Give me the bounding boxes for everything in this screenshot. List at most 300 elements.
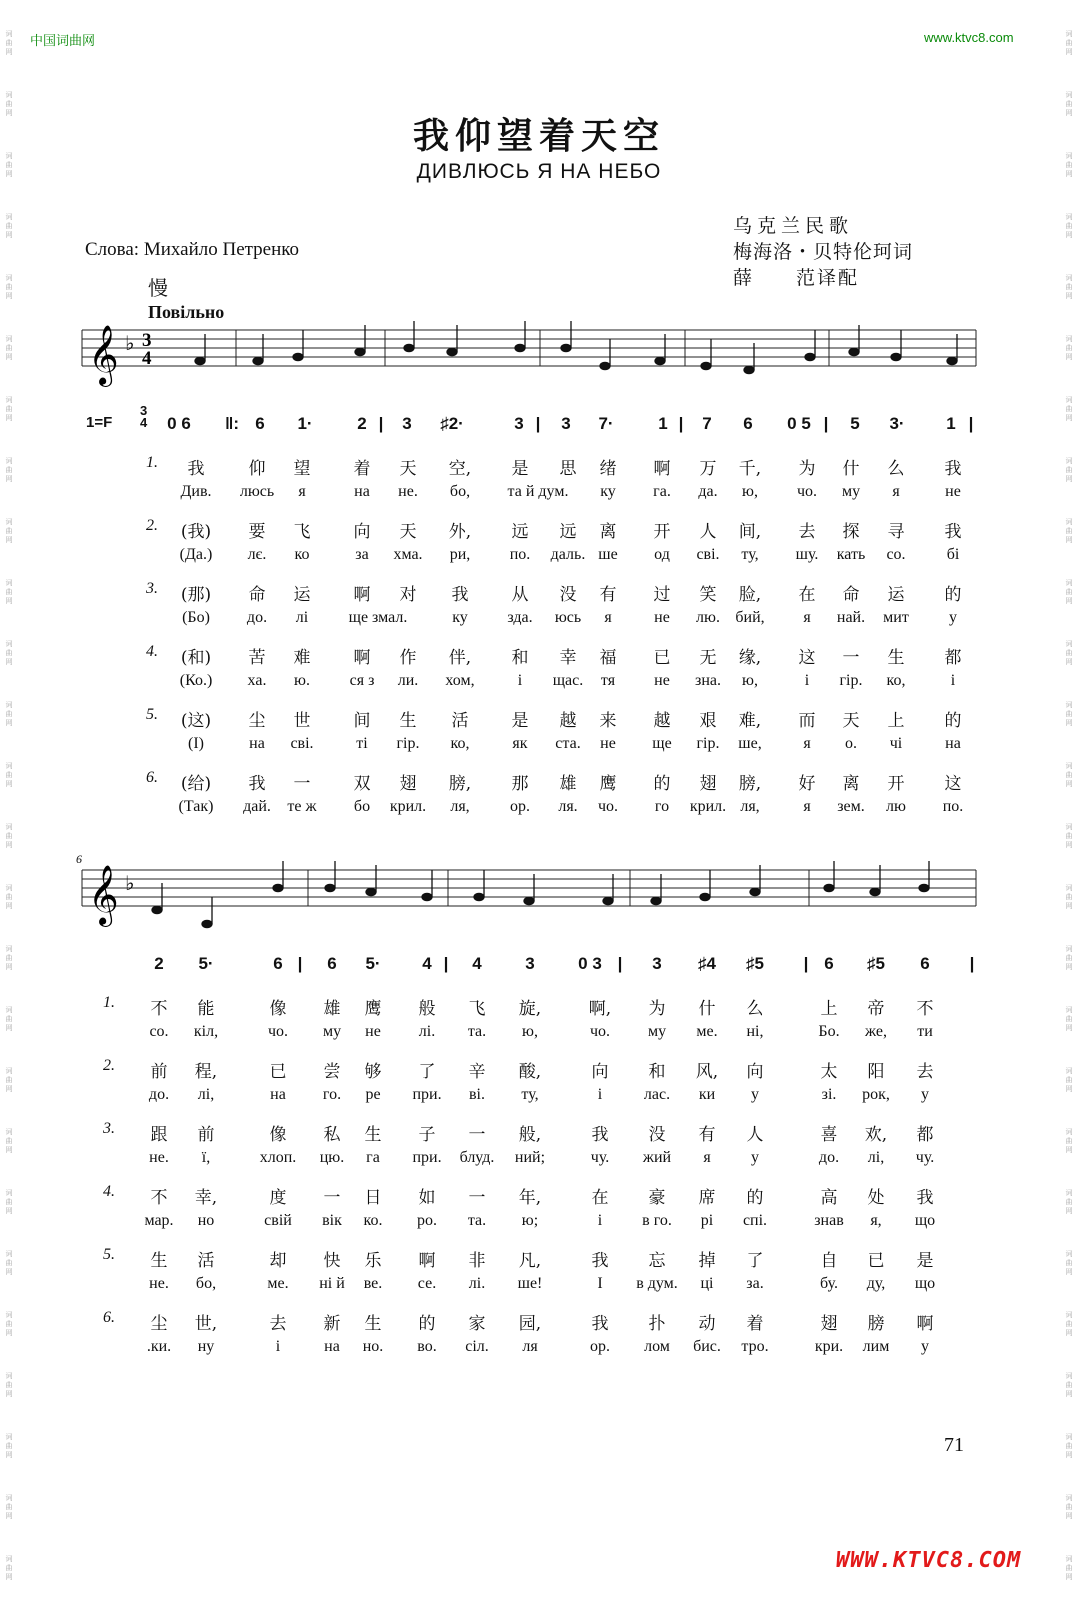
lyric-syllable: 我 [916,1188,934,1208]
note-number: 3 [514,414,524,433]
bar-line: | [378,414,384,433]
lyric-syllable: 尘 [150,1314,168,1334]
lyric-syllable: жий [642,1149,672,1166]
note-number: 5· [198,954,214,973]
lyric-syllable: сві. [696,546,720,563]
lyric-syllable: 天 [399,459,417,479]
lyric-syllable: 生 [364,1125,382,1145]
lyric-syllable: 向 [591,1062,609,1082]
lyric-syllable: 雄 [559,774,577,794]
lyric-syllable: і [804,672,810,689]
lyric-syllable: ко. [363,1212,383,1229]
lyric-syllable: 不 [150,1188,168,1208]
note-number: ♯4 [698,954,716,973]
side-watermark-text: 词 曲 网 [5,1495,13,1520]
lyric-syllable: о. [845,735,857,752]
staff-system-2 [0,860,1078,940]
side-watermark-text: 词 曲 网 [1065,641,1073,666]
lyric-syllable: (这) [180,711,212,731]
lyric-syllable: тя [600,672,616,689]
lyric-syllable: зі. [821,1086,837,1103]
lyric-syllable: 缘, [738,648,762,668]
lyric-syllable: 无 [699,648,717,668]
note-number: 0 3 [578,954,602,973]
lyric-syllable: 自 [820,1251,838,1271]
side-watermark-text: 词 曲 网 [5,885,13,910]
lyric-syllable: 翅 [699,774,717,794]
lyrics-line-chinese [0,706,1078,731]
lyrics-line-chinese [0,769,1078,794]
lyric-syllable: на [249,735,265,752]
lyric-syllable: од [654,546,670,563]
note-number: 3 [652,954,662,973]
lyric-syllable: шу. [795,546,819,563]
lyric-syllable: по. [942,798,964,815]
left-watermark-strip [2,30,16,1616]
lyric-syllable: кать [836,546,866,563]
lyric-syllable: 和 [511,648,529,668]
lyric-syllable: 越 [559,711,577,731]
verse-number: 1. [103,994,115,1011]
lyric-syllable: лю [886,798,906,815]
bar-line: | [969,954,975,973]
verse-number: 6. [103,1309,115,1326]
lyric-syllable: тро. [741,1338,769,1355]
lyric-syllable: 高 [820,1188,838,1208]
lyric-syllable: мит [883,609,909,626]
lyric-syllable: 福 [599,648,617,668]
lyric-syllable: не [654,609,670,626]
lyric-syllable: ся з [349,672,375,689]
lyric-syllable: го. [322,1086,342,1103]
lyrics-line-chinese [0,1246,1078,1271]
lyric-syllable: у [751,1086,759,1103]
lyric-syllable: (Ко.) [179,672,213,689]
lyric-syllable: лі [295,609,309,626]
lyric-syllable: най. [836,609,866,626]
lyric-syllable: 园, [518,1314,542,1334]
lyric-syllable: хлоп. [259,1149,297,1166]
note-number: 7 [702,414,712,433]
lyric-syllable: 啊 [353,648,371,668]
lyric-syllable: бо, [195,1275,217,1292]
lyric-syllable: не. [149,1275,169,1292]
side-watermark-text: 词 曲 网 [5,580,13,605]
note-number: 3 [525,954,535,973]
lyric-syllable: 人 [746,1125,764,1145]
lyric-syllable: ці [700,1275,714,1292]
side-watermark-text: 词 曲 网 [5,1312,13,1337]
lyric-syllable: 艰 [699,711,717,731]
lyric-syllable: знав [814,1212,844,1229]
lyric-syllable: 天 [399,522,417,542]
lyric-syllable: се. [417,1275,437,1292]
lyric-syllable: бі [946,546,960,563]
lyric-syllable: (和) [180,648,212,668]
lyric-syllable: лас. [643,1086,671,1103]
lyric-syllable: ю, [522,1023,538,1040]
bar-line: | [297,954,303,973]
lyric-syllable: (І) [188,735,204,752]
lyric-syllable: мар. [144,1212,174,1229]
side-watermark-text: 词 曲 网 [1065,763,1073,788]
site-url-right[interactable]: www.ktvc8.com [924,30,1014,45]
lyric-syllable: 膀 [867,1314,885,1334]
lyric-syllable: 鹰 [599,774,617,794]
numbered-notation-line-1 [0,414,1078,438]
lyric-syllable: 不 [150,999,168,1019]
note-number: 1 [946,414,956,433]
note-number: 6 [743,414,753,433]
lyric-syllable: (Так) [178,798,214,815]
lyric-syllable: я [803,609,811,626]
lyric-syllable: 啊, [588,999,612,1019]
lyric-syllable: не [654,672,670,689]
lyric-syllable: в дум. [636,1275,678,1292]
side-watermark-text: 词 曲 网 [5,31,13,56]
lyric-syllable: 生 [150,1251,168,1271]
lyrics-line-ukrainian [0,1275,1078,1297]
lyric-syllable: як [512,735,528,752]
lyric-syllable: 够 [364,1062,382,1082]
lyric-syllable: на [945,735,961,752]
lyric-syllable: блуд. [459,1149,495,1166]
lyric-syllable: 家 [468,1314,486,1334]
lyric-syllable: 啊 [916,1314,934,1334]
lyric-syllable: 天 [842,711,860,731]
lyric-syllable: зем. [837,798,865,815]
lyric-syllable: 的 [418,1314,436,1334]
lyric-syllable: та. [467,1023,487,1040]
lyric-syllable: му [322,1023,342,1040]
lyric-syllable: 过 [653,585,671,605]
lyric-syllable: Бо. [818,1023,840,1040]
lyric-syllable: 为 [648,999,666,1019]
credit-origin: 乌克兰民歌 [733,215,854,237]
bar-line: | [678,414,684,433]
side-watermark-text: 词 曲 网 [1065,153,1073,178]
lyric-syllable: на [354,483,370,500]
lyric-syllable: 向 [746,1062,764,1082]
lyric-syllable: не [945,483,961,500]
lyric-syllable: чо. [267,1023,289,1040]
side-watermark-text: 词 曲 网 [1065,1434,1073,1459]
lyric-syllable: но. [362,1338,384,1355]
side-watermark-text: 词 曲 网 [5,92,13,117]
lyric-syllable: 去 [269,1314,287,1334]
side-watermark-text: 词 曲 网 [1065,580,1073,605]
numbered-notation-line-2 [0,954,1078,978]
lyric-syllable: щас. [552,672,584,689]
lyric-syllable: ну [197,1338,215,1355]
lyric-syllable: 么 [746,999,764,1019]
credit-translator: 薛 范译配 [733,267,860,289]
key-signature: 1=F [86,414,113,431]
note-number: 5 [850,414,860,433]
lyric-syllable: сіл. [465,1338,489,1355]
lyric-syllable: 着 [353,459,371,479]
lyric-syllable: у [921,1338,929,1355]
lyric-syllable: 雄 [323,999,341,1019]
lyric-syllable: ю, [742,672,758,689]
lyric-syllable: дай. [243,798,271,815]
lyric-syllable: 了 [418,1062,436,1082]
lyric-syllable: 运 [887,585,905,605]
lyric-syllable: бу. [820,1275,838,1292]
treble-clef-icon: 𝄞 [88,325,119,385]
lyric-syllable: 间, [738,522,762,542]
lyric-syllable: 万 [699,459,717,479]
side-watermark-text: 词 曲 网 [5,702,13,727]
lyric-syllable: ста. [555,735,581,752]
lyric-syllable: 向 [353,522,371,542]
side-watermark-text: 词 曲 网 [1065,702,1073,727]
lyric-syllable: 有 [698,1125,716,1145]
lyric-syllable: 一 [468,1125,486,1145]
side-watermark-text: 词 曲 网 [5,153,13,178]
note-number: 3 [561,414,571,433]
lyric-syllable: 的 [746,1188,764,1208]
lyrics-line-ukrainian [0,1149,1078,1171]
lyric-syllable: 开 [653,522,671,542]
note-number: 3 [402,414,412,433]
staff-time-top: 3 [142,330,152,351]
lyric-syllable: 啊 [418,1251,436,1271]
lyric-syllable: ха. [247,672,267,689]
lyric-syllable: 度 [269,1188,287,1208]
verse-number: 4. [146,643,158,660]
lyric-syllable: ні й [319,1275,345,1292]
lyric-syllable: 啊 [353,585,371,605]
lyric-syllable: і [275,1338,281,1355]
lyric-syllable: ко [294,546,310,563]
lyrics-line-chinese [0,454,1078,479]
bar-line: | [443,954,449,973]
lyric-syllable: та. [467,1212,487,1229]
lyric-syllable: ку [600,483,616,500]
lyric-syllable: 对 [399,585,417,605]
lyric-syllable: лом [644,1338,670,1355]
lyric-syllable: 尝 [323,1062,341,1082]
side-watermark-text: 词 曲 网 [5,1556,13,1581]
staff-notes-2 [152,861,929,928]
lyric-syllable: 帝 [867,999,885,1019]
side-watermark-text: 词 曲 网 [5,1129,13,1154]
note-number: 1· [297,414,313,433]
note-number: 4 [422,954,432,973]
lyric-syllable: рок, [862,1086,890,1103]
lyrics-line-ukrainian [0,1212,1078,1234]
lyric-syllable: в го. [642,1212,672,1229]
lyrics-line-ukrainian [0,672,1078,694]
lyric-syllable: 鹰 [364,999,382,1019]
lyric-syllable: 的 [944,711,962,731]
lyric-syllable: при. [412,1149,442,1166]
lyric-syllable: гір. [396,735,420,752]
lyric-syllable: 酸, [518,1062,542,1082]
lyrics-line-ukrainian [0,609,1078,631]
lyric-syllable: ля, [450,798,470,815]
lyric-syllable: 喜 [820,1125,838,1145]
lyric-syllable: 去 [798,522,816,542]
lyrics-line-chinese [0,1309,1078,1334]
lyric-syllable: свій [264,1212,292,1229]
lyric-syllable: лю. [696,609,720,626]
side-watermark-text: 词 曲 网 [5,519,13,544]
lyrics-line-ukrainian [0,735,1078,757]
lyric-syllable: 而 [798,711,816,731]
bar-line: | [968,414,974,433]
lyric-syllable: зда. [507,609,533,626]
lyric-syllable: 为 [798,459,816,479]
lyrics-line-ukrainian [0,1338,1078,1360]
measure-number: 6 [76,852,82,866]
lyric-syllable: ю; [521,1212,539,1229]
lyric-syllable: хом, [445,672,475,689]
lyric-syllable: ко, [450,735,470,752]
lyric-syllable: 子 [418,1125,436,1145]
time-sig-bottom: 4 [140,415,148,430]
lyric-syllable: 有 [599,585,617,605]
side-watermark-text: 词 曲 网 [1065,31,1073,56]
staff-time-bottom: 4 [142,348,152,369]
lyric-syllable: ри, [449,546,471,563]
lyric-syllable: 私 [323,1125,341,1145]
side-watermark-text: 词 曲 网 [1065,397,1073,422]
lyric-syllable: 旋, [518,999,542,1019]
lyric-syllable: 掉 [698,1251,716,1271]
verse-number: 6. [146,769,158,786]
verse-number: 3. [103,1120,115,1137]
lyric-syllable: 日 [364,1188,382,1208]
lyric-syllable: 是 [916,1251,934,1271]
lyric-syllable: (Бо) [182,609,210,626]
lyric-syllable: 远 [511,522,529,542]
lyric-syllable: 我 [944,459,962,479]
lyric-syllable: чо. [796,483,818,500]
lyric-syllable: 膀, [448,774,472,794]
lyric-syllable: 什 [842,459,860,479]
lyric-syllable: 这 [798,648,816,668]
lyric-syllable: чу. [590,1149,610,1166]
lyric-syllable: 世, [194,1314,218,1334]
lyric-syllable: 仰 [248,459,266,479]
lyric-syllable: 一 [468,1188,486,1208]
lyric-syllable: бо, [449,483,471,500]
lyric-syllable: що [914,1212,936,1229]
note-number: 0 6 [167,414,191,433]
lyric-syllable: 望 [293,459,311,479]
bar-line: | [803,954,809,973]
lyrics-line-chinese [0,1183,1078,1208]
time-sig-top: 3 [140,403,148,418]
lyric-syllable: ме. [267,1275,289,1292]
lyric-syllable: рі [700,1212,714,1229]
lyric-syllable: лі, [867,1149,885,1166]
lyric-syllable: ві. [469,1086,485,1103]
note-number: 2 [357,414,367,433]
lyrics-line-chinese [0,1120,1078,1145]
site-name-left[interactable]: 中国词曲网 [30,33,96,48]
verse-number: 4. [103,1183,115,1200]
side-watermark-text: 词 曲 网 [5,641,13,666]
lyric-syllable: 探 [842,522,860,542]
side-watermark-text: 词 曲 网 [5,275,13,300]
lyric-syllable: (给) [180,774,212,794]
lyric-syllable: лі. [468,1275,486,1292]
lyric-syllable: ті [356,735,368,752]
lyric-syllable: 难 [293,648,311,668]
lyric-syllable: 空, [448,459,472,479]
flat-key-icon: ♭ [125,331,135,355]
lyric-syllable: 上 [820,999,838,1019]
lyric-syllable: со. [149,1023,169,1040]
lyric-syllable: лі. [418,1023,436,1040]
lyric-syllable: 程, [194,1062,218,1082]
lyric-syllable: 在 [798,585,816,605]
side-watermark-text: 词 曲 网 [1065,336,1073,361]
lyric-syllable: 我 [187,459,205,479]
lyric-syllable: 是 [511,459,529,479]
lyric-syllable: го [654,798,670,815]
lyric-syllable: лє. [247,546,267,563]
lyric-syllable: 都 [916,1125,934,1145]
lyric-syllable: 席 [698,1188,716,1208]
lyric-syllable: я [298,483,306,500]
page-number: 71 [944,1434,964,1456]
lyric-syllable: 生 [887,648,905,668]
side-watermark-text: 词 曲 网 [1065,885,1073,910]
side-watermark-text: 词 曲 网 [5,336,13,361]
lyric-syllable: га. [653,483,671,500]
lyric-syllable: кри. [814,1338,844,1355]
lyric-syllable: 开 [887,774,905,794]
lyric-syllable: даль. [550,546,586,563]
lyric-syllable: 那 [511,774,529,794]
lyric-syllable: 脸, [738,585,762,605]
lyric-syllable: 么 [887,459,905,479]
lyric-syllable: ще [652,735,672,752]
side-watermark-text: 词 曲 网 [5,946,13,971]
bar-line: | [823,414,829,433]
lyric-syllable: до. [246,609,268,626]
lyric-syllable: 在 [591,1188,609,1208]
lyric-syllable: 没 [648,1125,666,1145]
lyric-syllable: же, [865,1023,887,1040]
lyric-syllable: 扑 [648,1314,666,1334]
lyric-syllable: 笑 [699,585,717,605]
lyric-syllable: на [324,1338,340,1355]
side-watermark-text: 词 曲 网 [1065,214,1073,239]
note-number: 4 [472,954,482,973]
lyric-syllable: вік [322,1212,342,1229]
flat-key-icon-2: ♭ [125,871,135,895]
lyric-syllable: юсь [554,609,582,626]
footer-brand-logo[interactable]: WWW.KTVC8.COM [836,1548,1022,1573]
side-watermark-text: 词 曲 网 [5,1190,13,1215]
lyric-syllable: я [803,735,811,752]
lyric-syllable: люсь [239,483,275,500]
song-title-ukrainian: ДИВЛЮСЬ Я НА НЕБО [416,160,662,183]
lyric-syllable: я [703,1149,711,1166]
lyrics-line-chinese [0,580,1078,605]
side-watermark-text: 词 曲 网 [1065,1312,1073,1337]
lyric-syllable: ду, [866,1275,886,1292]
lyric-syllable: ли. [397,672,419,689]
lyric-syllable: у [949,609,957,626]
lyrics-line-chinese [0,517,1078,542]
lyric-syllable: 却 [269,1251,287,1271]
